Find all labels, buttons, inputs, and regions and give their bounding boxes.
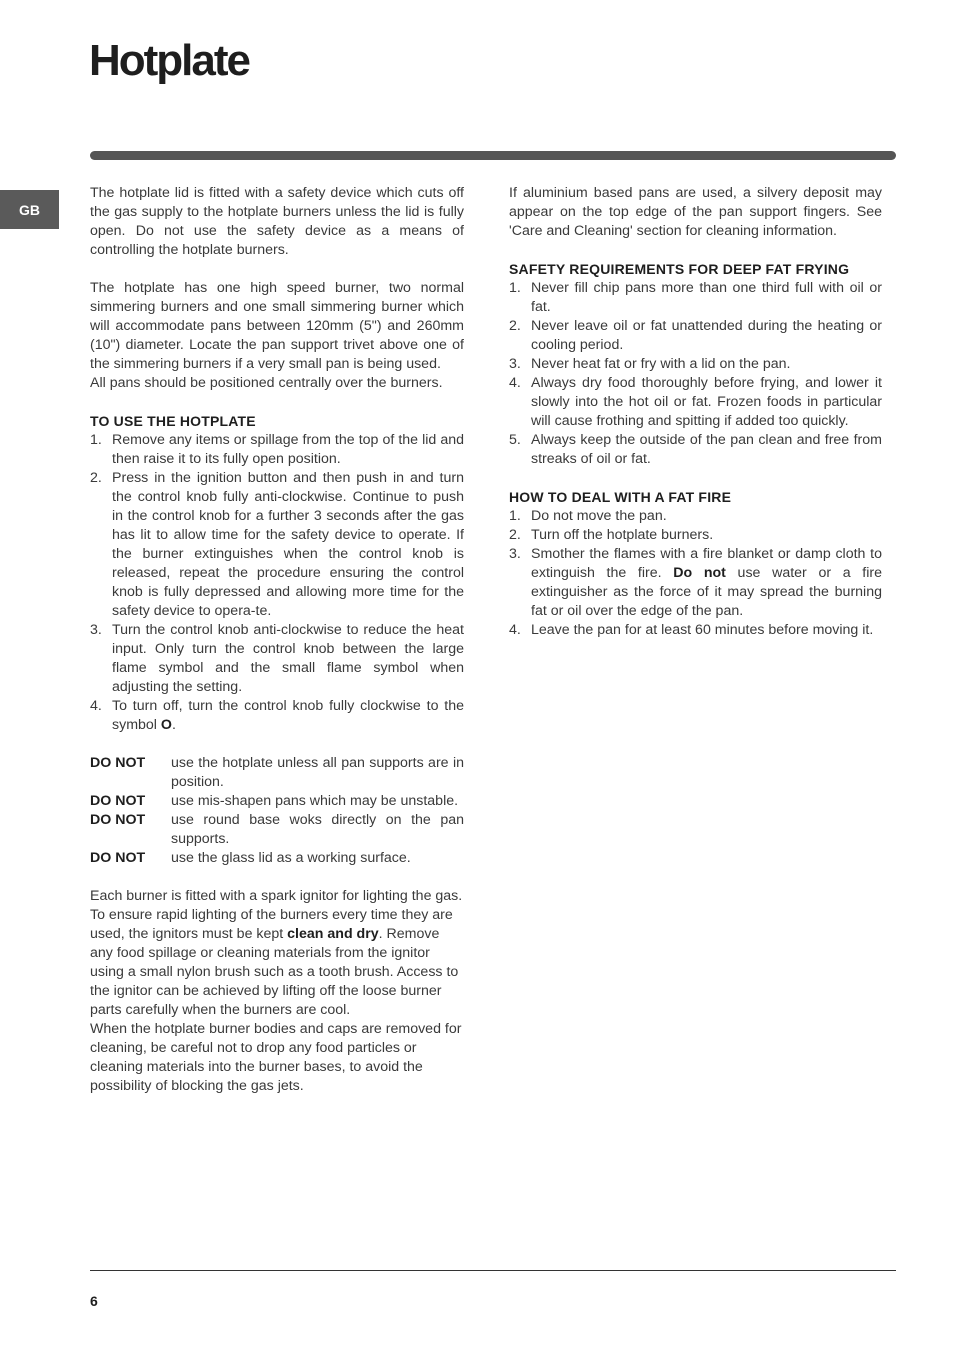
list-number: 2. <box>509 318 521 334</box>
list-item <box>509 355 882 374</box>
left-column <box>90 184 464 1096</box>
do-not-item <box>90 792 464 811</box>
intro-paragraph: The hotplate lid is fitted with a safety device which cuts off the gas supply to the hotplate burners unless the lid is fully open. Do not use the safety device as a means of controlling the hotplate burners. <box>90 185 464 258</box>
list-text: Always dry food thoroughly before frying, and lower it slowly into the hot oil or fat. Frozen foods in particular will cause frothing and spitting if added too quickly. <box>531 375 882 429</box>
fat-fire-heading: HOW TO DEAL WITH A FAT FIRE <box>509 489 732 505</box>
list-text: Do not move the pan. <box>531 508 667 524</box>
do-not-label: DO NOT <box>90 793 146 809</box>
do-not-item <box>90 754 464 792</box>
list-number: 1. <box>509 280 521 296</box>
deep-fat-frying-heading: SAFETY REQUIREMENTS FOR DEEP FAT FRYING <box>509 261 850 277</box>
ignitor-bold: clean and dry <box>287 926 379 942</box>
page-number: 6 <box>90 1293 98 1309</box>
do-not-text: use round base woks directly on the pan supports. <box>171 812 464 847</box>
do-not-item <box>90 811 464 849</box>
use-steps-list <box>90 431 464 735</box>
list-text: Remove any items or spillage from the top of the lid and then raise it to its fully open position. <box>112 432 464 467</box>
pans-paragraph: All pans should be positioned centrally over the burners. <box>90 375 443 391</box>
list-item <box>509 317 882 355</box>
list-item <box>90 431 464 469</box>
list-text: Turn the control knob anti-clockwise to reduce the heat input. Only turn the control knob between the large flame symbol and the small flame symbol when adjusting the setting. <box>112 622 464 695</box>
list-number: 2. <box>509 527 521 543</box>
ignitor-text: Each burner is fitted with a spark ignitor for lighting the gas. To ensure rapid lighting of the burners every time they are used, the ignitors must be kept <box>90 888 463 942</box>
list-text: Never fill chip pans more than one third full with oil or fat. <box>531 280 882 315</box>
list-number: 3. <box>509 546 521 562</box>
list-item <box>509 507 882 526</box>
list-item <box>509 526 882 545</box>
list-text: Leave the pan for at least 60 minutes before moving it. <box>531 622 874 638</box>
list-text: Smother the flames with a fire blanket or damp cloth to extinguish the fire. <box>531 546 882 581</box>
list-item <box>90 621 464 697</box>
list-item <box>509 431 882 469</box>
list-text: Never leave oil or fat unattended during the heating or cooling period. <box>531 318 882 353</box>
do-not-text: use mis-shapen pans which may be unstable. <box>171 793 459 809</box>
list-item <box>509 545 882 621</box>
footer-rule <box>90 1270 896 1271</box>
list-number: 1. <box>509 508 521 524</box>
aluminium-paragraph: If aluminium based pans are used, a silvery deposit may appear on the top edge of the pan support fingers. See 'Care and Cleaning' section for cleaning information. <box>509 185 882 239</box>
do-not-text: use the glass lid as a working surface. <box>171 850 411 866</box>
list-number: 3. <box>90 622 102 638</box>
do-not-label: DO NOT <box>90 850 146 866</box>
list-number: 1. <box>90 432 102 448</box>
do-not-emphasis: Do not <box>673 565 726 581</box>
list-text: To turn off, turn the control knob fully clockwise to the symbol <box>112 698 464 733</box>
do-not-item <box>90 849 464 868</box>
ignitor-text-end: . Remove any food spillage or cleaning materials from the ignitor using a small nylon brush such as a tooth brush. Access to the ignitor can be achieved by lifting off the loose burner parts carefully when the burners are cool. <box>90 926 459 1018</box>
do-not-label: DO NOT <box>90 812 146 828</box>
list-text: Press in the ignition button and then push in and turn the control knob fully anti-clockwise. Continue to push in the control knob for a further 3 seconds after the gas has lit to allow time for the safety device to operate. If the burner extinguishes when the control knob is released, repeat the procedure ensuring the control knob is fully depressed and allowing more time for the safety device to opera-te. <box>112 470 464 619</box>
frying-steps-list <box>509 279 882 469</box>
language-tab: GB <box>0 190 59 229</box>
burners-paragraph: The hotplate has one high speed burner, two normal simmering burners and one small simmering burner which will accommodate pans between 120mm (5") and 260mm (10") diameter. Locate the pan support trivet above one of the simmering burners if a very small pan is being used. <box>90 280 464 372</box>
list-text: Never heat fat or fry with a lid on the pan. <box>531 356 791 372</box>
fire-steps-list <box>509 507 882 640</box>
list-item <box>509 374 882 431</box>
list-item <box>509 621 882 640</box>
list-text: Turn off the hotplate burners. <box>531 527 714 543</box>
do-not-label: DO NOT <box>90 755 146 771</box>
do-not-text: use the hotplate unless all pan supports are in position. <box>171 755 464 790</box>
cleaning-paragraph: When the hotplate burner bodies and caps are removed for cleaning, be careful not to drop any food particles or cleaning materials into the burner bases, to avoid the possibility of blocking the gas jets. <box>90 1021 462 1094</box>
page-title: Hotplate <box>89 36 249 85</box>
list-number: 4. <box>90 698 102 714</box>
list-number: 2. <box>90 470 102 486</box>
off-symbol: O <box>160 717 172 733</box>
list-number: 3. <box>509 356 521 372</box>
ignitor-paragraph <box>90 887 464 1020</box>
list-number: 4. <box>509 375 521 391</box>
list-item <box>90 469 464 621</box>
list-text-end: . <box>171 717 176 733</box>
list-item <box>509 279 882 317</box>
list-text-end: use water or a fire extinguisher as the force of it may spread the burning fat or oil over the edge of the pan. <box>531 565 882 619</box>
do-not-list <box>90 754 464 868</box>
list-item <box>90 697 464 735</box>
use-hotplate-heading: TO USE THE HOTPLATE <box>90 413 256 429</box>
header-rule <box>90 151 896 160</box>
list-number: 5. <box>509 432 521 448</box>
list-number: 4. <box>509 622 521 638</box>
list-text: Always keep the outside of the pan clean and free from streaks of oil or fat. <box>531 432 882 467</box>
right-column <box>509 184 882 640</box>
